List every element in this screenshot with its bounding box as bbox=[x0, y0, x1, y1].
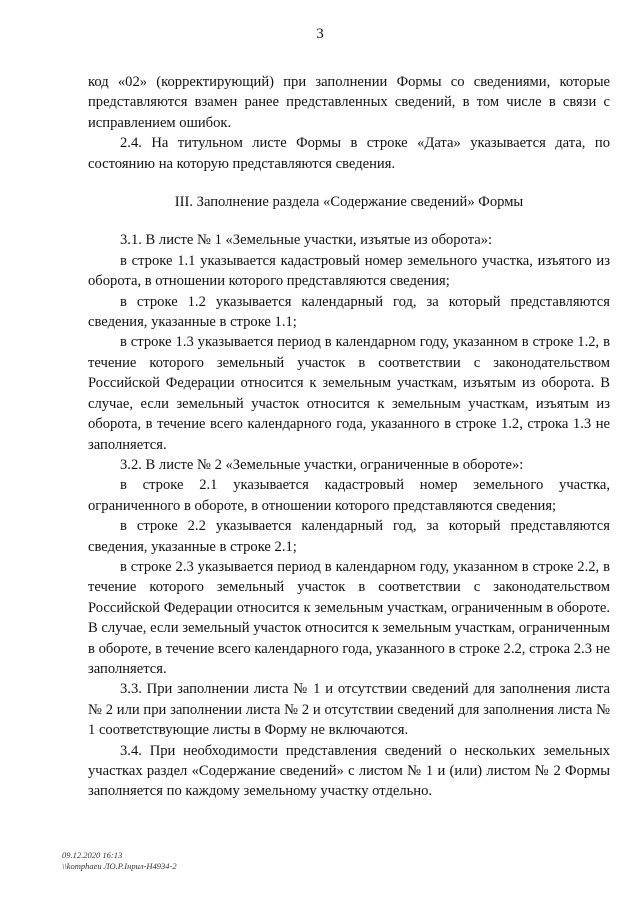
section-heading: III. Заполнение раздела «Содержание сведений» Формы bbox=[174, 194, 524, 211]
page-number: 3 bbox=[316, 26, 324, 42]
document-body bbox=[88, 72, 610, 802]
footer-stamp bbox=[62, 850, 177, 872]
paragraph-line-2-3: в строке 2.3 указывается период в календарном году, указанном в строке 2.2, в течение которого земельный участок в соответствии с законодательством Российской Федерации относится к земельным участкам, ограниченным в обороте. В случае, если земельный участок относится к земельным участкам, ограниченным в обороте, в течение всего календарного года, указанного в строке 2.2, строка 2.3 не заполняется. bbox=[88, 558, 610, 677]
footer-file-path: \\komphaeu ЛО.Р.Інрил-Н4934-2 bbox=[62, 861, 177, 871]
paragraph-line-2-1: в строке 2.1 указывается кадастровый номер земельного участка, ограниченного в обороте, в отношении которого представляются сведения; bbox=[88, 477, 610, 514]
paragraph-2-4: 2.4. На титульном листе Формы в строке «Дата» указывается дата, по состоянию на которую представляются сведения. bbox=[88, 135, 610, 172]
paragraph-line-1-1: в строке 1.1 указывается кадастровый номер земельного участка, изъятого из оборота, в отношении которого представляются сведения; bbox=[88, 252, 610, 290]
paragraph-3-1: 3.1. В листе № 1 «Земельные участки, изъятые из оборота»: bbox=[120, 232, 493, 249]
paragraph-line-1-2: в строке 1.2 указывается календарный год, за который представляются сведения, указанные в строке 1.1; bbox=[88, 293, 610, 331]
paragraph-line-1-3: в строке 1.3 указывается период в календарном году, указанном в строке 1.2, в течение которого земельный участок в соответствии с законодательством Российской Федерации относится к земельным участкам, изъятым из оборота. В случае, если земельный участок относится к земельным участкам, изъятым из оборота, в течение всего календарного года, указанного в строке 1.2, строка 1.3 не заполняется. bbox=[88, 334, 610, 453]
paragraph-3-2: 3.2. В листе № 2 «Земельные участки, ограниченные в обороте»: bbox=[120, 456, 524, 473]
paragraph-line-2-2: в строке 2.2 указывается календарный год, за который представляются сведения, указанные в строке 2.1; bbox=[88, 518, 610, 555]
paragraph-continuation: код «02» (корректирующий) при заполнении Формы со сведениями, которые представляются взамен ранее представленных сведений, в том числе в связи с исправлением ошибок. bbox=[88, 74, 610, 131]
paragraph-3-3: 3.3. При заполнении листа № 1 и отсутствии сведений для заполнения листа № 2 или при заполнении листа № 2 и отсутствии сведений для заполнения листа № 1 соответствующие листы в Форму не включаются. bbox=[88, 681, 610, 739]
footer-date: 09.12.2020 16:13 bbox=[62, 850, 123, 860]
paragraph-3-4: 3.4. При необходимости представления сведений о нескольких земельных участках раздел «Содержание сведений» с листом № 1 и (или) листом № 2 Формы заполняется по каждому земельному участку отдельно. bbox=[88, 742, 610, 800]
